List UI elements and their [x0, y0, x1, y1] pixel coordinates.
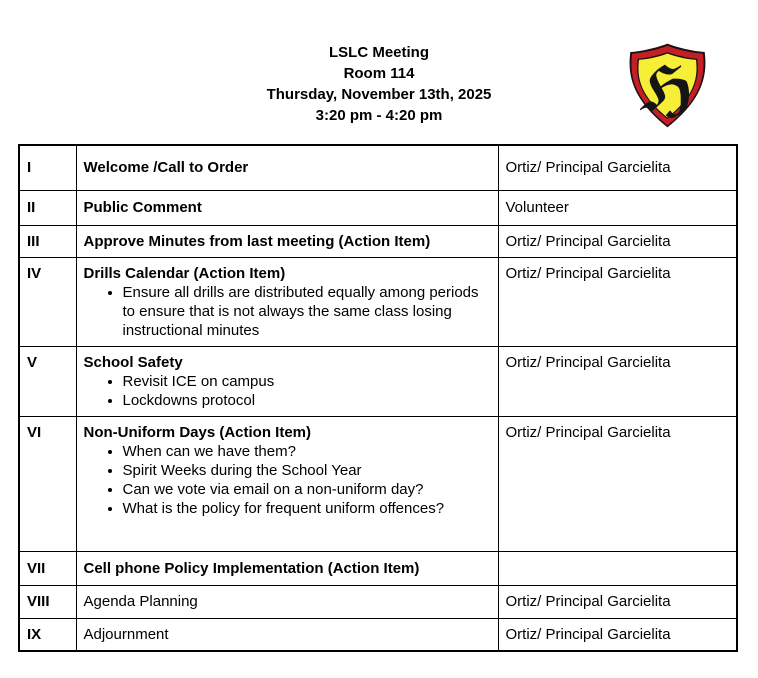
row-item-cell [76, 416, 498, 551]
agenda-row [19, 551, 737, 585]
item-title: Adjournment [83, 625, 169, 643]
item-title: Approve Minutes from last meeting (Action Item) [83, 232, 431, 250]
row-presenter: Ortiz/ Principal Garcielita [498, 145, 737, 190]
row-numeral: V [19, 346, 76, 416]
shield-crest-icon [621, 39, 714, 132]
row-numeral: VI [19, 416, 76, 551]
row-presenter: Ortiz/ Principal Garcielita [498, 416, 737, 551]
row-numeral: IV [19, 257, 76, 346]
agenda-row [19, 145, 737, 190]
bullet-item: • When can we have them? [123, 442, 490, 461]
row-numeral: VII [19, 551, 76, 585]
row-item-cell [76, 585, 498, 618]
agenda-row [19, 618, 737, 651]
row-presenter: Ortiz/ Principal Garcielita [498, 346, 737, 416]
item-title: School Safety [83, 353, 183, 371]
row-item-cell [76, 551, 498, 585]
item-title: Drills Calendar (Action Item) [83, 264, 286, 282]
item-title: Non-Uniform Days (Action Item) [83, 423, 312, 441]
meeting-time: 3:20 pm - 4:20 pm [315, 107, 443, 124]
agenda-row [19, 416, 737, 551]
bullet-item: • Revisit ICE on campus [123, 372, 490, 391]
row-numeral: IX [19, 618, 76, 651]
agenda-row [19, 585, 737, 618]
agenda-row [19, 257, 737, 346]
item-title: Public Comment [83, 199, 202, 216]
row-numeral: VIII [19, 585, 76, 618]
row-item-cell [76, 257, 498, 346]
row-presenter: Ortiz/ Principal Garcielita [498, 618, 737, 651]
bullet-item: • Lockdowns protocol [123, 391, 490, 410]
row-numeral: I [19, 145, 76, 190]
row-item-cell [76, 190, 498, 225]
agenda-table [18, 144, 738, 652]
bullet-item: • Can we vote via email on a non-uniform day? [123, 480, 490, 499]
crest-letter: ℌ [639, 54, 696, 126]
row-item-cell [76, 225, 498, 257]
row-numeral: III [19, 225, 76, 257]
item-bullet-list [84, 372, 490, 410]
row-item-cell [76, 346, 498, 416]
row-presenter [498, 551, 737, 585]
item-bullet-list [84, 283, 490, 340]
agenda-row [19, 190, 737, 225]
meeting-room: Room 114 [343, 65, 415, 82]
row-presenter: Ortiz/ Principal Garcielita [498, 225, 737, 257]
row-presenter: Ortiz/ Principal Garcielita [498, 585, 737, 618]
row-item-cell [76, 618, 498, 651]
school-crest-logo [621, 39, 714, 132]
bullet-item: • What is the policy for frequent uniform offences? [123, 499, 490, 518]
item-title: Welcome /Call to Order [83, 159, 249, 177]
meeting-title: LSLC Meeting [329, 44, 429, 61]
item-title: Agenda Planning [83, 593, 198, 610]
meeting-date: Thursday, November 13th, 2025 [266, 86, 492, 103]
row-presenter: Ortiz/ Principal Garcielita [498, 257, 737, 346]
agenda-row [19, 346, 737, 416]
row-presenter: Volunteer [498, 190, 737, 225]
bullet-item: • Spirit Weeks during the School Year [123, 461, 490, 480]
bullet-item: • Ensure all drills are distributed equally among periods to ensure that is not always the same class losing instructional minutes [123, 283, 490, 340]
item-title: Cell phone Policy Implementation (Action Item) [83, 559, 420, 577]
agenda-row [19, 225, 737, 257]
row-item-cell [76, 145, 498, 190]
row-numeral: II [19, 190, 76, 225]
item-bullet-list [84, 442, 490, 518]
